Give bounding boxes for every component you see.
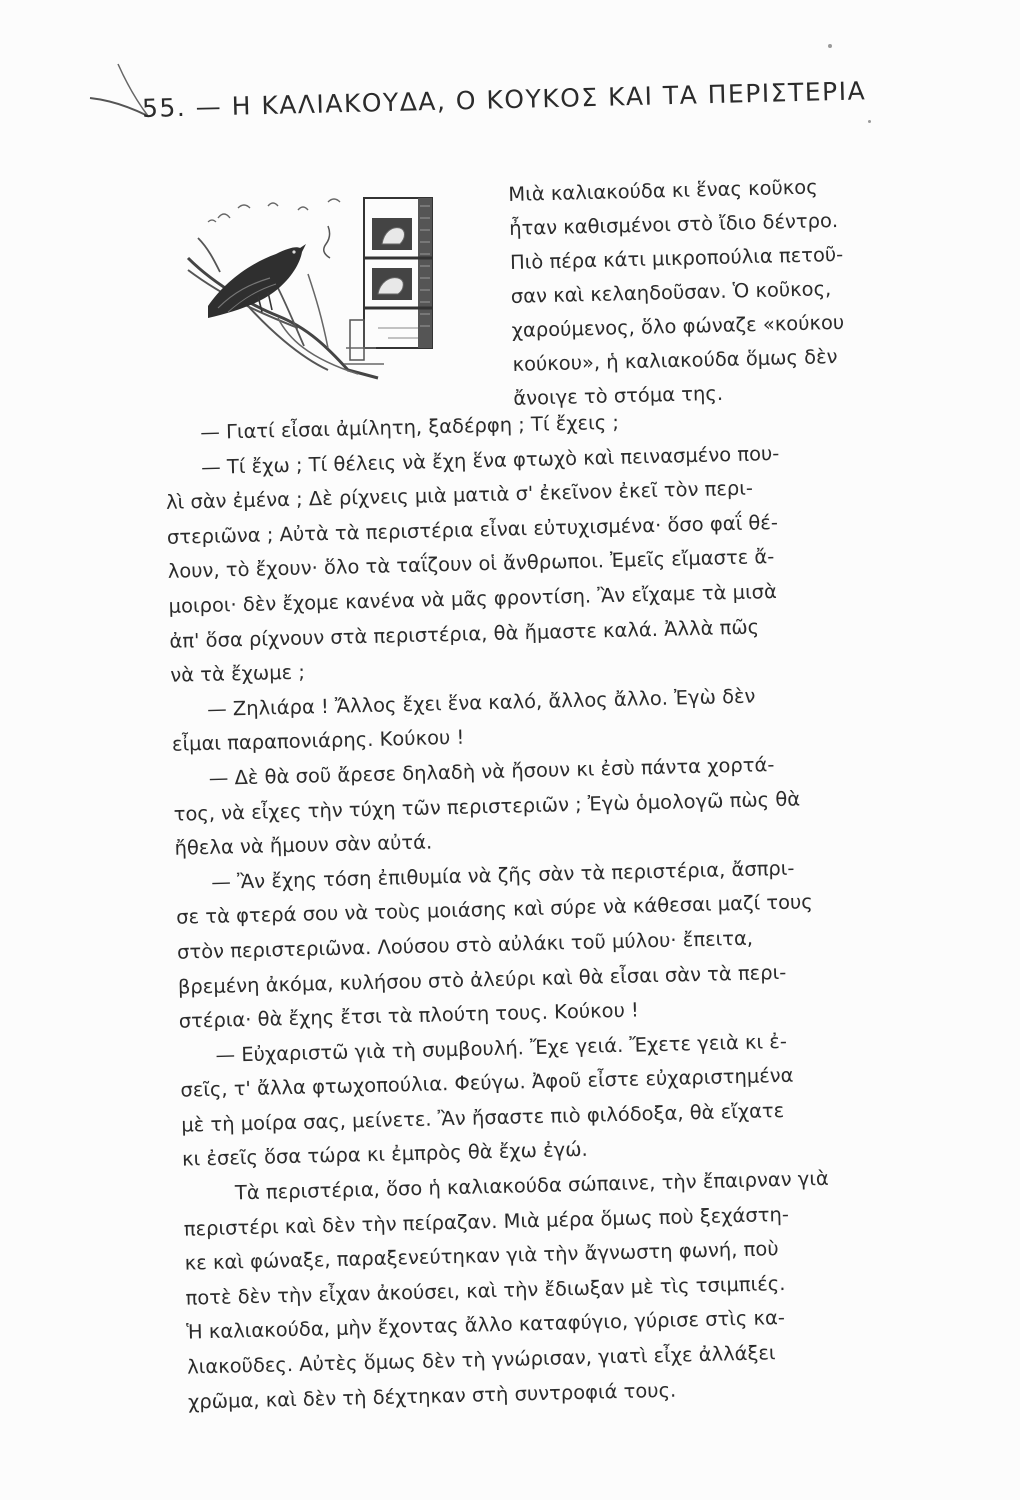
body-line: σεῖς, τ' ἄλλα φτωχοπούλια. Φεύγω. Ἀφοῦ εἶστε εὐχαριστημένα bbox=[180, 1063, 794, 1102]
body-line: κι ἐσεῖς ὅσα τώρα κι ἐμπρὸς θὰ ἔχω ἐγώ. bbox=[181, 1138, 588, 1172]
body-line: — Δὲ θὰ σοῦ ἄρεσε δηλαδὴ νὰ ἤσουν κι ἐσὺ πάντα χορτά- bbox=[208, 753, 775, 790]
body-line: σε τὰ φτερά σου νὰ τοὺς μοιάσης καὶ σύρε νὰ κάθεσαι μαζί τους bbox=[175, 890, 814, 930]
body-line: Ἡ καλιακούδα, μὴν ἔχοντας ἄλλο καταφύγιο, γύρισε στὶς κα- bbox=[186, 1306, 786, 1345]
body-line: — Τί ἔχω ; Τί θέλεις νὰ ἔχη ἕνα φτωχὸ καὶ πεινασμένο που- bbox=[200, 441, 780, 479]
body-line: στὸν περιστεριῶνα. Λούσου στὸ αὐλάκι τοῦ μύλου· ἔπειτα, bbox=[176, 926, 754, 964]
body-line: νὰ τὰ ἔχωμε ; bbox=[170, 660, 306, 687]
body-line: τος, νὰ εἶχες τὴν τύχη τῶν περιστεριῶν ; Ἐγὼ ὁμολογῶ πὼς θὰ bbox=[173, 786, 801, 826]
body-line: στεριῶνα ; Αὐτὰ τὰ περιστέρια εἶναι εὐτυχισμένα· ὅσο φαΐ θέ- bbox=[166, 510, 779, 549]
intro-line: κούκου», ἡ καλιακούδα ὅμως δὲν bbox=[512, 345, 838, 376]
body-line: μὲ τὴ μοίρα σας, μείνετε. Ἂν ἤσαστε πιὸ φιλόδοξα, θὰ εἴχατε bbox=[181, 1098, 785, 1137]
body-line: εἶμαι παραπονιάρης. Κούκου ! bbox=[171, 725, 465, 757]
intro-line: ἦταν καθισμένοι στὸ ἴδιο δέντρο. bbox=[508, 208, 839, 240]
chapter-title-text: Η ΚΑΛΙΑΚΟΥΔΑ, Ο ΚΟΥΚΟΣ ΚΑΙ ΤΑ ΠΕΡΙΣΤΕΡΙΑ bbox=[231, 76, 867, 121]
intro-line: χαρούμενος, ὅλο φώναζε «κούκου bbox=[511, 310, 845, 342]
body-line: στέρια· θὰ ἔχης ἔτσι τὰ πλούτη τους. Κούκου ! bbox=[178, 998, 640, 1033]
body-line: ἀπ' ὅσα ρίχνουν στὰ περιστέρια, θὰ ἤμαστε καλά. Ἀλλὰ πῶς bbox=[169, 614, 760, 653]
body-line: περιστέρι καὶ δὲν τὴν πείραζαν. Μιὰ μέρα ὅμως ποὺ ξεχάστη- bbox=[183, 1202, 790, 1241]
crow-on-branch-and-dovecote-illustration bbox=[178, 188, 468, 393]
body-line: ἤθελα νὰ ἤμουν σὰν αὐτά. bbox=[174, 830, 433, 860]
scan-speckle bbox=[868, 120, 871, 123]
body-line: λὶ σὰν ἐμένα ; Δὲ ρίχνεις μιὰ ματιὰ σ' ἐκεῖνον ἐκεῖ τὸν περι- bbox=[165, 476, 754, 515]
intro-line: Πιὸ πέρα κάτι μικροπούλια πετοῦ- bbox=[509, 242, 844, 274]
chapter-number: 55. bbox=[141, 92, 187, 123]
chapter-title bbox=[142, 72, 943, 126]
scan-speckle bbox=[828, 44, 832, 48]
body-line: βρεμένη ἀκόμα, κυλήσου στὸ ἀλεύρι καὶ θὰ εἶσαι σὰν τὰ περι- bbox=[177, 960, 787, 999]
body-line: ποτὲ δὲν τὴν εἶχαν ἀκούσει, καὶ τὴν ἔδιωξαν μὲ τὶς τσιμπιές. bbox=[185, 1271, 786, 1310]
chapter-dash: — bbox=[185, 91, 232, 122]
intro-line: ἄνοιγε τὸ στόμα της. bbox=[513, 381, 724, 410]
body-line: κε καὶ φώναξε, παραξενεύτηκαν γιὰ τὴν ἄγνωστη φωνή, ποὺ bbox=[184, 1237, 779, 1275]
body-line: χρῶμα, καὶ δὲν τὴ δέχτηκαν στὴ συντροφιά τους. bbox=[187, 1378, 677, 1414]
body-line: — Εὐχαριστῶ γιὰ τὴ συμβουλή. Ἔχε γειά. Ἔχετε γειὰ κι ἐ- bbox=[215, 1029, 788, 1067]
intro-line: Μιὰ καλιακούδα κι ἕνας κοῦκος bbox=[508, 175, 818, 206]
body-line: Τὰ περιστέρια, ὅσο ἡ καλιακούδα σώπαινε, τὴν ἔπαιρναν γιὰ bbox=[234, 1166, 830, 1205]
body-line: λιακοῦδες. Αὐτὲς ὅμως δὲν τὴ γνώρισαν, γιατὶ εἶχε ἀλλάξει bbox=[186, 1341, 776, 1379]
body-line: — Ζηλιάρα ! Ἄλλος ἔχει ἕνα καλό, ἄλλος ἄλλο. Ἐγὼ δὲν bbox=[206, 684, 756, 721]
body-line: — Ἂν ἔχης τόση ἐπιθυμία νὰ ζῆς σὰν τὰ περιστέρια, ἄσπρι- bbox=[211, 856, 795, 894]
body-line: μοιροι· δὲν ἔχομε κανένα νὰ μᾶς φροντίση. Ἂν εἴχαμε τὰ μισὰ bbox=[168, 579, 778, 618]
story-body bbox=[165, 397, 984, 1418]
body-line: — Γιατί εἶσαι ἀμίλητη, ξαδέρφη ; Τί ἔχεις ; bbox=[200, 410, 620, 444]
body-line: λουν, τὸ ἔχουν· ὅλο τὰ ταΐζουν οἱ ἄνθρωποι. Ἐμεῖς εἴμαστε ἄ- bbox=[167, 545, 775, 584]
intro-line: σαν καὶ κελαηδοῦσαν. Ὁ κοῦκος, bbox=[510, 277, 832, 308]
intro-paragraph bbox=[508, 167, 954, 416]
